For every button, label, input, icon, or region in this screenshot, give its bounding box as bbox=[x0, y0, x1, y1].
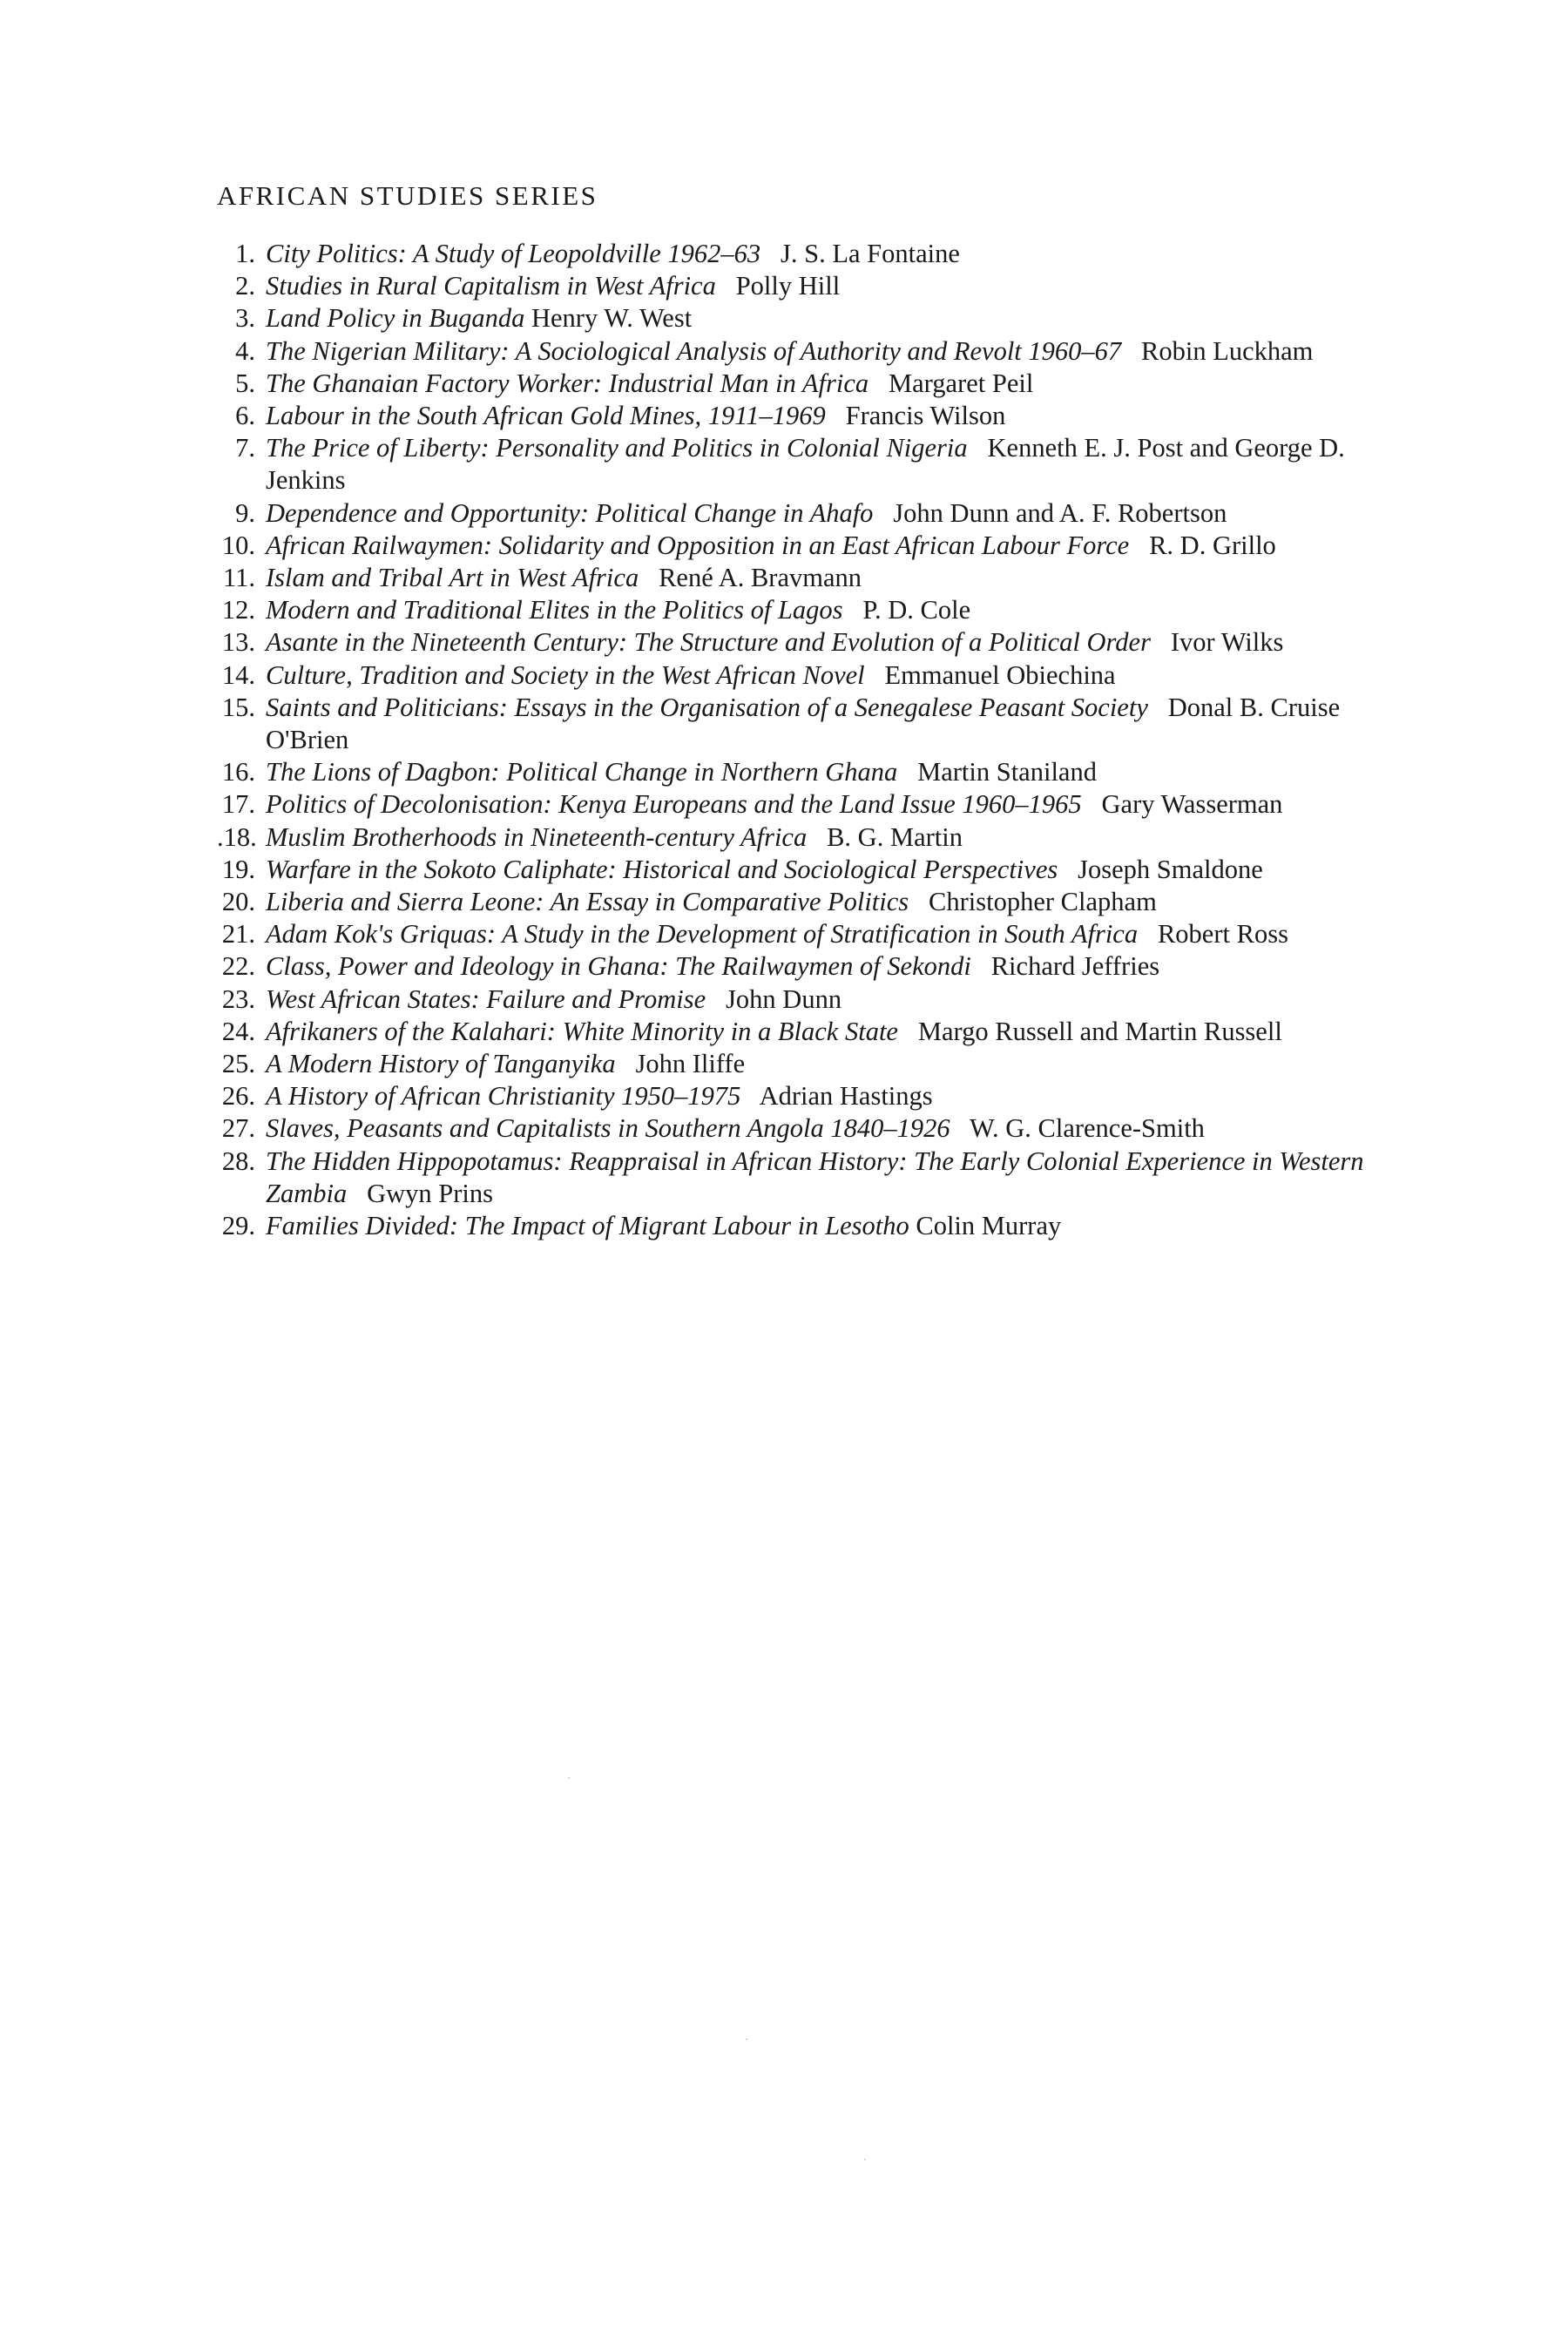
entry-author: Donal B. Cruise O'Brien bbox=[266, 692, 1341, 755]
entry-title: Land Policy in Buganda bbox=[266, 303, 525, 334]
entry-author: Christopher Clapham bbox=[929, 887, 1157, 917]
entry-number: 20. bbox=[221, 887, 255, 917]
list-item bbox=[217, 788, 1367, 821]
series-list bbox=[217, 238, 1367, 1242]
list-item bbox=[217, 692, 1367, 756]
entry-number: 4. bbox=[235, 335, 255, 366]
entry-number: 21. bbox=[221, 919, 255, 950]
entry-author: Robin Luckham bbox=[1141, 335, 1314, 366]
entry-title: City Politics: A Study of Leopoldville 1962–63 bbox=[266, 239, 761, 268]
entry-number: 17. bbox=[221, 789, 255, 820]
list-item bbox=[217, 1146, 1367, 1210]
entry-number: 7. bbox=[235, 433, 255, 463]
entry-author: P. D. Cole bbox=[862, 595, 971, 625]
entry-number: 2. bbox=[235, 271, 255, 301]
entry-title: The Nigerian Military: A Sociological Analysis of Authority and Revolt 1960–67 bbox=[266, 335, 1122, 366]
entry-title: The Price of Liberty: Personality and Politics in Colonial Nigeria bbox=[266, 433, 968, 463]
entry-author: Martin Staniland bbox=[917, 757, 1097, 787]
entry-author: Colin Murray bbox=[916, 1211, 1062, 1241]
entry-title: Dependence and Opportunity: Political Change in Ahafo bbox=[266, 497, 874, 528]
entry-number: 1. bbox=[235, 239, 255, 268]
paper-speck bbox=[746, 2038, 747, 2040]
list-item bbox=[217, 854, 1367, 886]
entry-title: Labour in the South African Gold Mines, 1911–1969 bbox=[266, 401, 826, 431]
entry-title: Studies in Rural Capitalism in West Africa bbox=[266, 271, 716, 301]
list-item bbox=[217, 1080, 1367, 1112]
entry-author: Richard Jeffries bbox=[990, 951, 1160, 982]
entry-number: 27. bbox=[221, 1113, 255, 1144]
entry-author: Francis Wilson bbox=[845, 401, 1006, 431]
entry-title: Adam Kok's Griquas: A Study in the Development of Stratification in South Africa bbox=[266, 919, 1139, 950]
entry-title: A Modern History of Tanganyika bbox=[266, 1049, 616, 1079]
entry-title: The Ghanaian Factory Worker: Industrial Man in Africa bbox=[266, 368, 869, 398]
entry-title: Modern and Traditional Elites in the Politics of Lagos bbox=[266, 595, 843, 625]
entry-author: René A. Bravmann bbox=[659, 563, 862, 593]
entry-author: Gary Wasserman bbox=[1101, 789, 1283, 820]
entry-title: West African States: Failure and Promise bbox=[266, 983, 706, 1014]
entry-title: Saints and Politicians: Essays in the Organisation of a Senegalese Peasant Society bbox=[266, 692, 1148, 722]
list-item bbox=[217, 983, 1367, 1016]
paper-speck bbox=[864, 2159, 866, 2160]
entry-title: Slaves, Peasants and Capitalists in Southern Angola 1840–1926 bbox=[266, 1113, 950, 1144]
entry-author: R. D. Grillo bbox=[1149, 530, 1276, 560]
entry-number: 14. bbox=[221, 659, 255, 690]
entry-title: Muslim Brotherhoods in Nineteenth-century Africa bbox=[266, 821, 808, 852]
entry-author: John Iliffe bbox=[635, 1049, 746, 1079]
list-item bbox=[217, 950, 1367, 983]
entry-title: The Hidden Hippopotamus: Reappraisal in African History: The Early Colonial Experience in Western Zambia bbox=[266, 1146, 1364, 1208]
entry-title: Warfare in the Sokoto Caliphate: Historical and Sociological Perspectives bbox=[266, 854, 1058, 884]
entry-author: Margaret Peil bbox=[889, 368, 1034, 398]
list-item bbox=[217, 530, 1367, 562]
entry-number: 24. bbox=[221, 1016, 255, 1046]
entry-number: 15. bbox=[221, 692, 255, 722]
series-heading: AFRICAN STUDIES SERIES bbox=[217, 180, 598, 211]
entry-number: 13. bbox=[221, 627, 255, 658]
entry-author: John Dunn and A. F. Robertson bbox=[893, 497, 1227, 528]
entry-author: Gwyn Prins bbox=[367, 1178, 493, 1208]
list-item bbox=[217, 1016, 1367, 1048]
entry-number: 10. bbox=[221, 530, 255, 560]
list-item bbox=[217, 270, 1367, 302]
entry-author: Robert Ross bbox=[1157, 919, 1288, 950]
entry-number: 5. bbox=[235, 368, 255, 398]
entry-author: Margo Russell and Martin Russell bbox=[917, 1016, 1282, 1046]
entry-title: A History of African Christianity 1950–1975 bbox=[266, 1081, 741, 1112]
entry-number: 29. bbox=[221, 1211, 255, 1241]
entry-number: 6. bbox=[235, 401, 255, 431]
list-item bbox=[217, 400, 1367, 432]
entry-title: Asante in the Nineteenth Century: The Structure and Evolution of a Political Order bbox=[266, 627, 1151, 658]
list-item bbox=[217, 1112, 1367, 1145]
entry-number: 19. bbox=[221, 854, 255, 884]
entry-author: Joseph Smaldone bbox=[1078, 854, 1263, 884]
list-item bbox=[217, 368, 1367, 400]
entry-number: .18. bbox=[217, 821, 257, 852]
entry-title: Families Divided: The Impact of Migrant Labour in Lesotho bbox=[266, 1211, 909, 1241]
list-item bbox=[217, 821, 1367, 854]
entry-author: Kenneth E. J. Post and George D. Jenkins bbox=[266, 433, 1345, 496]
entry-number: 23. bbox=[221, 983, 255, 1014]
list-item bbox=[217, 432, 1367, 497]
entry-number: 26. bbox=[221, 1081, 255, 1112]
list-item bbox=[217, 302, 1367, 335]
entry-title: The Lions of Dagbon: Political Change in Northern Ghana bbox=[266, 757, 898, 787]
list-item bbox=[217, 1210, 1367, 1242]
entry-number: 28. bbox=[221, 1146, 255, 1176]
list-item bbox=[217, 918, 1367, 950]
entry-author: W. G. Clarence-Smith bbox=[970, 1113, 1205, 1144]
list-item bbox=[217, 626, 1367, 659]
entry-number: 25. bbox=[221, 1049, 255, 1079]
list-item bbox=[217, 562, 1367, 594]
entry-title: Politics of Decolonisation: Kenya Europeans and the Land Issue 1960–1965 bbox=[266, 789, 1082, 820]
entry-number: 22. bbox=[221, 951, 255, 982]
entry-title: Culture, Tradition and Society in the West African Novel bbox=[266, 659, 865, 690]
entry-title: African Railwaymen: Solidarity and Opposition in an East African Labour Force bbox=[266, 530, 1130, 560]
list-item bbox=[217, 335, 1367, 368]
entry-author: John Dunn bbox=[726, 983, 842, 1014]
list-item bbox=[217, 594, 1367, 626]
entry-author: Adrian Hastings bbox=[759, 1081, 933, 1112]
entry-author: Polly Hill bbox=[735, 271, 841, 301]
entry-author: Ivor Wilks bbox=[1170, 627, 1284, 658]
entry-title: Afrikaners of the Kalahari: White Minority in a Black State bbox=[266, 1016, 898, 1046]
entry-title: Islam and Tribal Art in West Africa bbox=[266, 563, 639, 593]
list-item bbox=[217, 886, 1367, 918]
entry-title: Liberia and Sierra Leone: An Essay in Comparative Politics bbox=[266, 887, 909, 917]
entry-author: J. S. La Fontaine bbox=[781, 239, 960, 268]
entry-author: Henry W. West bbox=[531, 303, 693, 334]
list-item bbox=[217, 756, 1367, 788]
entry-number: 12. bbox=[221, 595, 255, 625]
entry-title: Class, Power and Ideology in Ghana: The Railwaymen of Sekondi bbox=[266, 951, 971, 982]
list-item bbox=[217, 238, 1367, 270]
entry-author: B. G. Martin bbox=[827, 821, 963, 852]
list-item bbox=[217, 659, 1367, 692]
paper-speck bbox=[568, 1777, 570, 1779]
list-item bbox=[217, 497, 1367, 530]
entry-author: Emmanuel Obiechina bbox=[884, 659, 1116, 690]
list-item bbox=[217, 1048, 1367, 1080]
entry-number: 11. bbox=[223, 563, 255, 593]
entry-number: 3. bbox=[235, 303, 255, 334]
entry-number: 9. bbox=[235, 497, 255, 528]
entry-number: 16. bbox=[221, 757, 255, 787]
